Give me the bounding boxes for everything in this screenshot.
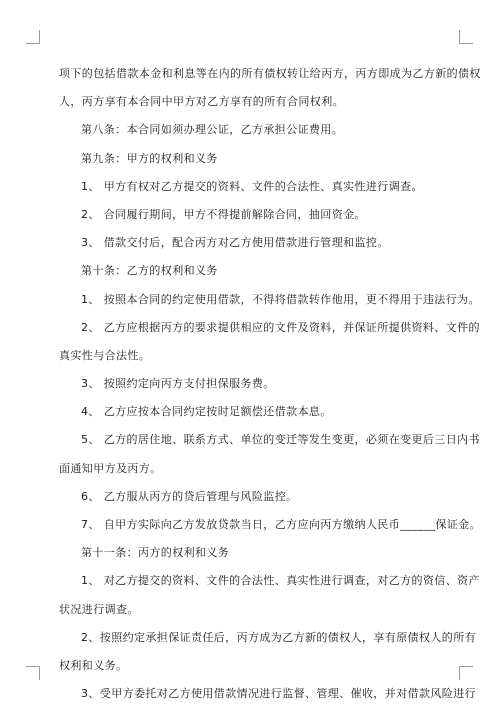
text-line: 第十条：乙方的权利和义务	[81, 264, 218, 278]
text-line: 状况进行调查。	[59, 602, 139, 616]
text-line: 1、 甲方有权对乙方提交的资料、文件的合法性、真实性进行调查。	[81, 179, 423, 193]
text-line: 权利和义务。	[59, 658, 128, 672]
text-line: 2、按照约定承担保证责任后，丙方成为乙方新的债权人，享有原债权人的所有	[81, 630, 476, 644]
text-line: 3、受甲方委托对乙方使用借款情况进行监督、管理、催收，并对借款风险进行	[81, 687, 476, 701]
text-line: 面通知甲方及丙方。	[59, 461, 162, 475]
text-line: 3、 按照约定向丙方支付担保服务费。	[81, 377, 275, 391]
crop-mark-bottom-right	[459, 666, 473, 680]
text-line: 3、 借款交付后，配合丙方对乙方使用借款进行管理和监控。	[81, 236, 389, 250]
text-line: 人，丙方享有本合同中甲方对乙方享有的所有合同权利。	[59, 95, 344, 109]
crop-mark-top-right	[459, 30, 473, 44]
text-line: 2、 合同履行期间，甲方不得提前解除合同，抽回资金。	[81, 207, 366, 221]
text-line: 6、 乙方服从丙方的贷后管理与风险监控。	[81, 489, 298, 503]
text-line: 真实性与合法性。	[59, 348, 151, 362]
text-line: 1、 按照本合同的约定使用借款，不得将借款转作他用，更不得用于违法行为。	[81, 292, 480, 306]
text-line: 4、 乙方应按本合同约定按时足额偿还借款本息。	[81, 405, 332, 419]
text-line: 7、 自甲方实际向乙方发放贷款当日，乙方应向丙方缴纳人民币______保证金。	[81, 518, 482, 531]
text-line: 第八条：本合同如须办理公证，乙方承担公证费用。	[81, 123, 344, 137]
text-line: 第九条：甲方的权利和义务	[81, 151, 218, 165]
text-line: 第十一条：丙方的权利和义务	[81, 546, 230, 560]
text-line: 5、 乙方的居住地、联系方式、单位的变迁等发生变更，必须在变更后三日内书	[81, 433, 480, 447]
crop-mark-bottom-left	[26, 666, 40, 680]
crop-mark-top-left	[26, 30, 40, 44]
document-body	[59, 67, 482, 715]
text-line: 1、 对乙方提交的资料、文件的合法性、真实性进行调查，对乙方的资信、资产	[81, 574, 480, 588]
text-line: 项下的包括借款本金和利息等在内的所有债权转让给丙方，丙方即成为乙方新的债权	[59, 67, 481, 80]
text-line: 2、 乙方应根据丙方的要求提供相应的文件及资料，并保证所提供资料、文件的	[81, 320, 480, 334]
